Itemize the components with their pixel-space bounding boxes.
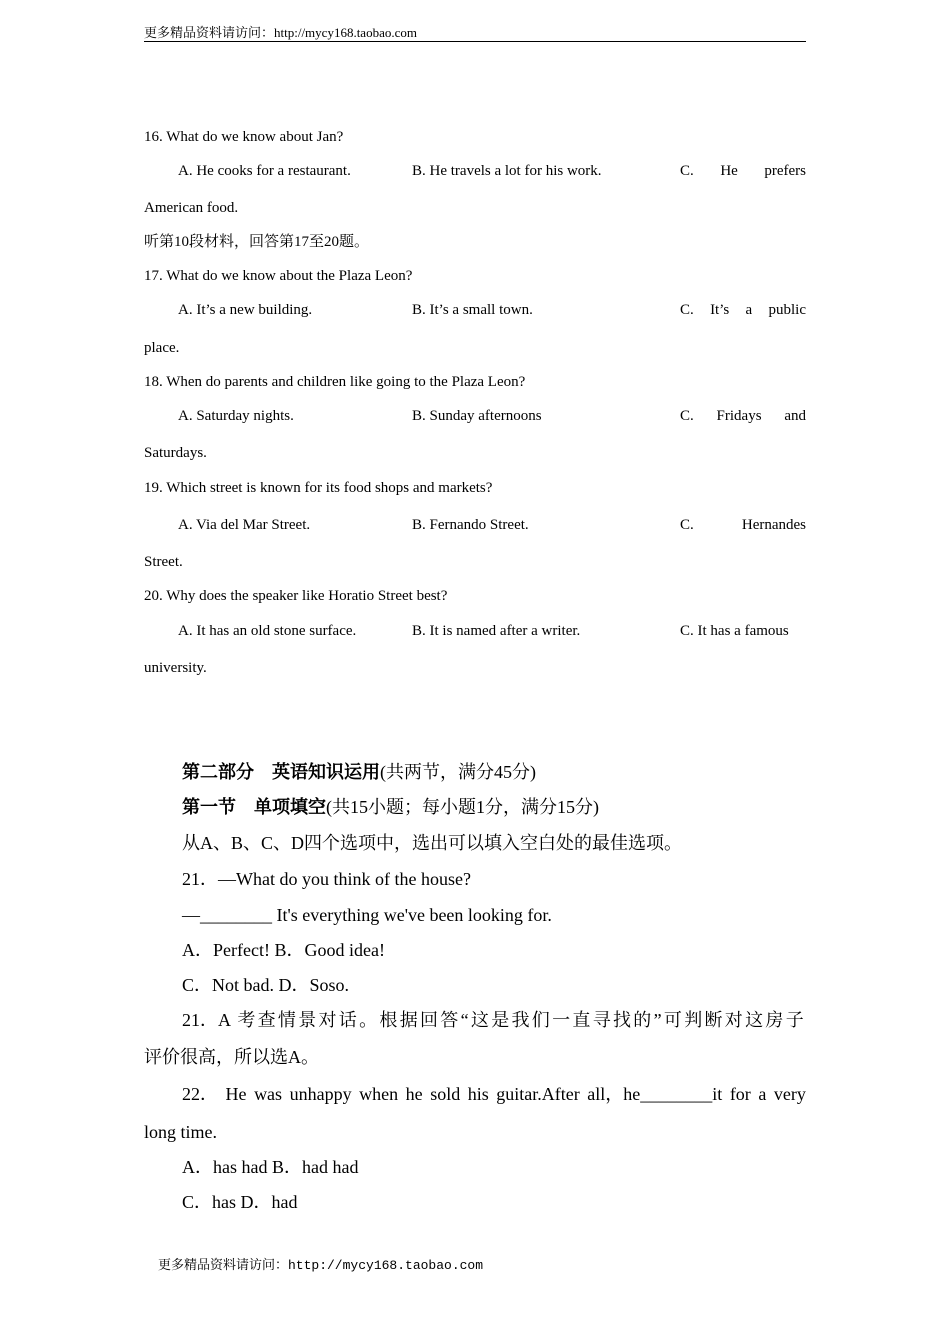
part2-title-rest: (共两节，满分45分) [380, 762, 536, 782]
q19-option-b: B. Fernando Street. [412, 517, 529, 533]
q17-option-c [680, 300, 806, 320]
word: He [225, 1084, 247, 1104]
word: was [254, 1084, 283, 1104]
word: for [729, 1084, 751, 1104]
page-header [144, 25, 806, 42]
word: He [720, 163, 738, 179]
q19-stem: 19. Which street is known for its food shops and markets? [144, 480, 493, 496]
word: guitar.After [496, 1084, 580, 1104]
word: a [758, 1084, 767, 1104]
word: C. [680, 302, 694, 318]
word: C. [680, 517, 694, 533]
word: very [773, 1084, 806, 1104]
word: 22． [182, 1084, 218, 1104]
page-footer: 更多精品资料请访问：http://mycy168.taobao.com [158, 1258, 484, 1273]
q20-option-c: C. It has a famous [680, 623, 789, 639]
q16-stem: 16. What do we know about Jan? [144, 129, 344, 145]
word: Fridays [716, 408, 762, 424]
q18-stem: 18. When do parents and children like going to the Plaza Leon? [144, 374, 526, 390]
q18-option-c [680, 406, 806, 426]
q20-option-a: A. It has an old stone surface. [178, 623, 357, 639]
word: C. [680, 408, 694, 424]
q17-option-b: B. It’s a small town. [412, 302, 533, 318]
q19-option-a: A. Via del Mar Street. [178, 517, 311, 533]
q16-option-b: B. He travels a lot for his work. [412, 163, 602, 179]
q21-options-cd: C．Not bad. D．Soso. [182, 975, 350, 995]
q20-option-c-cont: university. [144, 660, 207, 676]
word: prefers [764, 163, 806, 179]
q21-answer [182, 1008, 806, 1032]
q21-options-ab: A．Perfect! B．Good idea! [182, 940, 385, 960]
section-instruction-10: 听第10段材料，回答第17至20题。 [144, 234, 370, 250]
q21-answer-explanation: 考查情景对话。根据回答“这是我们一直寻找的”可判断对这房子 [237, 1010, 806, 1030]
part2-title [182, 760, 536, 784]
q18-option-c-cont: Saturdays. [144, 445, 207, 461]
word: all，he________it [587, 1084, 723, 1104]
q19-option-c [680, 515, 806, 535]
q22-stem-cont: long time. [144, 1122, 217, 1142]
q18-option-a: A. Saturday nights. [178, 408, 294, 424]
word: he [405, 1084, 423, 1104]
q19-option-c-cont: Street. [144, 554, 183, 570]
q22-options-ab: A．has had B．had had [182, 1157, 359, 1177]
q17-stem: 17. What do we know about the Plaza Leon? [144, 268, 413, 284]
q22-options-cd: C．has D．had [182, 1192, 298, 1212]
q17-option-a: A. It’s a new building. [178, 302, 313, 318]
q16-option-c [680, 161, 806, 181]
section1-title [182, 795, 599, 819]
q17-option-c-cont: place. [144, 340, 180, 356]
q21-answer-key: 21．A [182, 1010, 231, 1030]
q21-line1: 21．—What do you think of the house? [182, 869, 471, 889]
word: a [745, 302, 753, 318]
word: public [768, 302, 806, 318]
q16-option-c-cont: American food. [144, 200, 239, 216]
word: C. [680, 163, 694, 179]
q21-line2: —________ It's everything we've been looking for. [182, 905, 552, 925]
q20-option-b: B. It is named after a writer. [412, 623, 581, 639]
part2-title-bold: 第二部分 英语知识运用 [182, 762, 380, 782]
word: when [359, 1084, 399, 1104]
word: unhappy [289, 1084, 352, 1104]
section1-title-bold: 第一节 单项填空 [182, 797, 326, 817]
word: and [784, 408, 806, 424]
section1-instruction: 从A、B、C、D四个选项中，选出可以填入空白处的最佳选项。 [182, 833, 683, 853]
word: It’s [710, 302, 730, 318]
header-text: 更多精品资料请访问：http://mycy168.taobao.com [144, 25, 417, 40]
q22-stem [182, 1082, 806, 1106]
q20-stem: 20. Why does the speaker like Horatio Street best? [144, 588, 448, 604]
q21-answer-cont: 评价很高，所以选A。 [144, 1047, 319, 1067]
q16-option-a: A. He cooks for a restaurant. [178, 163, 351, 179]
word: his [467, 1084, 489, 1104]
q18-option-b: B. Sunday afternoons [412, 408, 542, 424]
word: sold [430, 1084, 461, 1104]
section1-title-rest: (共15小题；每小题1分，满分15分) [326, 797, 599, 817]
word: Hernandes [741, 517, 806, 533]
